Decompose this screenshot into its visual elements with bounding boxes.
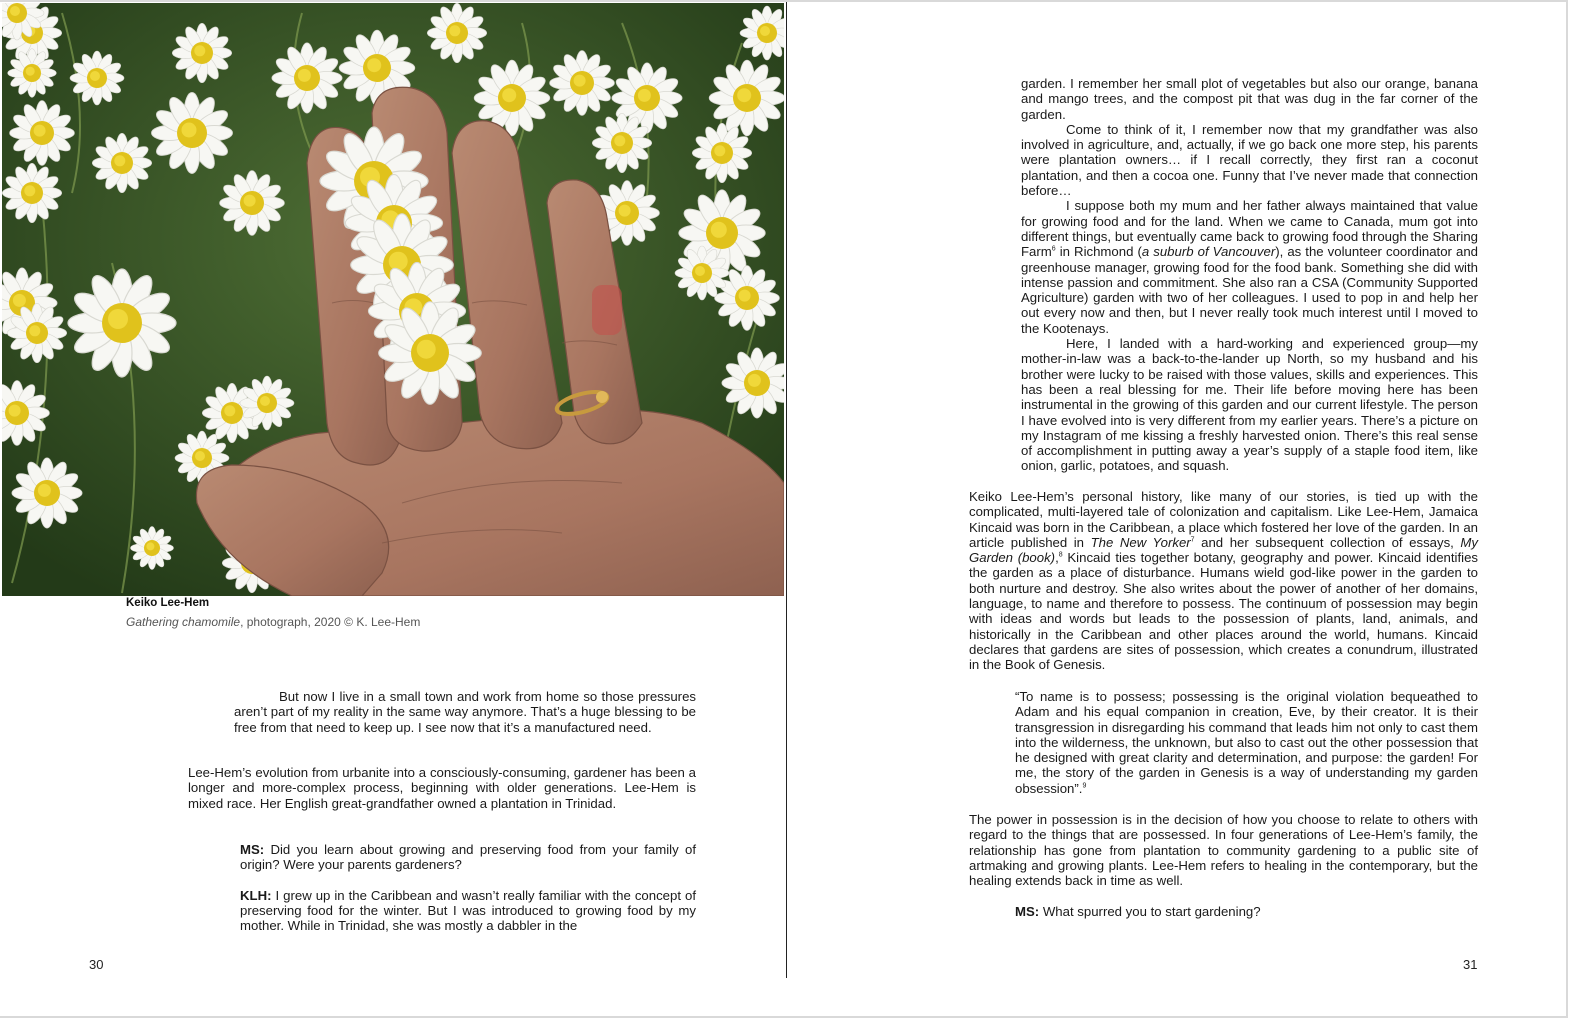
quote-text: [1015, 689, 1478, 796]
ms-question-text: Did you learn about growing and preserving food from your family of origin? Were your parents gardeners?: [240, 842, 696, 873]
right-interview-question: [1015, 904, 1478, 919]
interview-paragraph: [1021, 198, 1478, 336]
text-run: and her subsequent collection of essays,: [1194, 534, 1461, 550]
speaker-label-ms: MS:: [1015, 904, 1040, 919]
klh-answer-paragraph: [240, 888, 696, 934]
right-narrative-paragraph: [969, 489, 1478, 673]
footnote-ref: 8: [1058, 551, 1063, 559]
book-title: My Garden (book): [969, 534, 1478, 566]
interview-paragraph: garden. I remember her small plot of vegetables but also our orange, banana and mango trees, and the compost pit that was dug in the far corner of the garden.: [1021, 76, 1478, 122]
text-run: ), as the volunteer coordinator and greenhouse manager, growing food for the food bank. Something she did with intense passion and commitment. She also ran a CSA (Community Supported Agriculture) garden with two of her colleagues. I used to pop in and help her out every now and then, but I never really took much interest until I moved to the Kootenays.: [1021, 244, 1478, 336]
caption-medium-year: , photograph, 2020 © K. Lee-Hem: [240, 615, 421, 629]
page-gutter: [786, 2, 787, 978]
text-run: Kincaid ties together botany, geography and power. Kincaid identifies the garden as a place of disturbance. Humans wield god-like power in the garden to both nurture and destroy. She also writes about the power of another of her domains, language, to name and therefore to possess. The continuum of possession may begin with ideas and words but leads to the possession of plants, land, animals, and historically in the Caribbean and other places around the world, humans. Kincaid declares that gardens are sites of possession, which creates a conundrum, illustrated in the Book of Genesis.: [969, 550, 1479, 673]
right-narrative-paragraph-2: [969, 812, 1478, 888]
ms-question-text: What spurred you to start gardening?: [1039, 904, 1261, 919]
speaker-label-klh: KLH:: [240, 887, 272, 903]
speaker-label-ms: MS:: [240, 842, 265, 857]
block-quote: [1015, 689, 1478, 796]
text-run: ,: [1055, 550, 1059, 566]
italic-text: a suburb of Vancouver: [1141, 244, 1276, 260]
narrative-text: The power in possession is in the decision of how you choose to relate to others with regard to the things that are possessed. In four generations of Lee-Hem’s family, the relationship has gone from plantation to community gardening to a public site of artmaking and growing plants. Lee-Hem refers to healing in the contemporary, but the healing extends back in time as well.: [969, 812, 1478, 889]
klh-answer-text: I grew up in the Caribbean and wasn’t really familiar with the concept of preserving food for the winter. But I was introduced to growing food by my mother. While in Trinidad, she was mostly a dabbler in the: [240, 887, 696, 934]
text-run: in Richmond (: [1055, 244, 1142, 260]
footnote-ref: 6: [1051, 245, 1056, 253]
left-narrative-paragraph: [188, 765, 696, 811]
interview-text: But now I live in a small town and work from home so those pressures aren’t part of my reality in the same way anymore. That’s a huge blessing to be free from that need to keep up. I see now that it’s a manufactured need.: [234, 689, 696, 735]
page-number-right: 31: [1463, 957, 1478, 972]
publication-title: The New Yorker: [1090, 534, 1191, 550]
caption-artist-name: Keiko Lee-Hem: [126, 597, 210, 609]
page-edge: [0, 1016, 1568, 1018]
narrative-text: Lee-Hem’s evolution from urbanite into a consciously-consuming, gardener has been a longer and more-complex process, beginning with older generations. Lee-Hem is mixed race. Her English great-grandfather owned a plantation in Trinidad.: [188, 765, 696, 811]
interview-paragraph: Here, I landed with a hard-working and experienced group—my mother-in-law was a back-to-the-lander up North, so my husband and his brother were lucky to be raised with those values, skills and experiences. This has been a real blessing for me. Their life before moving here has been instrumental in the growing of this garden and our current lifestyle. The person I have evolved into is very different from my earlier years. There’s a picture on my Instagram of me kissing a freshly harvested onion. There’s this real sense of accomplishment in putting away a year’s supply of a staple food item, like onion, garlic, potatoes, and squash.: [1021, 336, 1478, 474]
chamomile-photo: [2, 3, 784, 596]
text-run: Keiko Lee-Hem’s personal history, like many of our stories, is tied up with the complicated, multi-layered tale of colonization and capitalism. Like Lee-Hem, Jamaica Kincaid was born in the Caribbean, a place which fostered her love of the garden. In an article published in: [969, 489, 1478, 550]
ms-question-paragraph: [1015, 904, 1478, 919]
text-run: “To name is to possess; possessing is the original violation bequeathed to Adam and his equal companion in creation, Eve, by their creator. It is their transgression in disregarding his command that leads him not only to cast them into the wilderness, the unknown, but also to cast out the other possession that he designed with great clarity and determination, and purpose: the garden! For me, the story of the garden in Genesis is a way of understanding my garden obsession”.: [1015, 689, 1478, 796]
narrative-text: [969, 489, 1478, 673]
left-interview-paragraph: [234, 689, 696, 735]
interview-paragraph: Come to think of it, I remember now that my grandfather was also involved in agriculture, and, actually, if we go back one more step, his parents were plantation owners… if I recall correctly, they first ran a coconut plantation, and then a cocoa one. Funny that I’ve never made that connection before…: [1021, 121, 1478, 199]
footnote-ref: 9: [1082, 782, 1087, 790]
footnote-ref: 7: [1190, 536, 1195, 544]
ms-question-paragraph: [240, 842, 696, 873]
page-edge: [0, 0, 1568, 2]
page-number-left: 30: [89, 957, 104, 972]
page-edge: [1566, 0, 1568, 1018]
left-interview-exchange: [240, 842, 696, 933]
caption-artwork-title: Gathering chamomile: [126, 615, 241, 629]
caption-details: [126, 615, 420, 629]
text-run: I suppose both my mum and her father always maintained that value for growing food and for the land. When we came to Canada, mum got into different things, but eventually came back to growing food through the Sharing Farm: [1021, 198, 1478, 260]
right-interview-continued: [1021, 76, 1478, 474]
chamomile-photo-graphic: [2, 3, 784, 596]
